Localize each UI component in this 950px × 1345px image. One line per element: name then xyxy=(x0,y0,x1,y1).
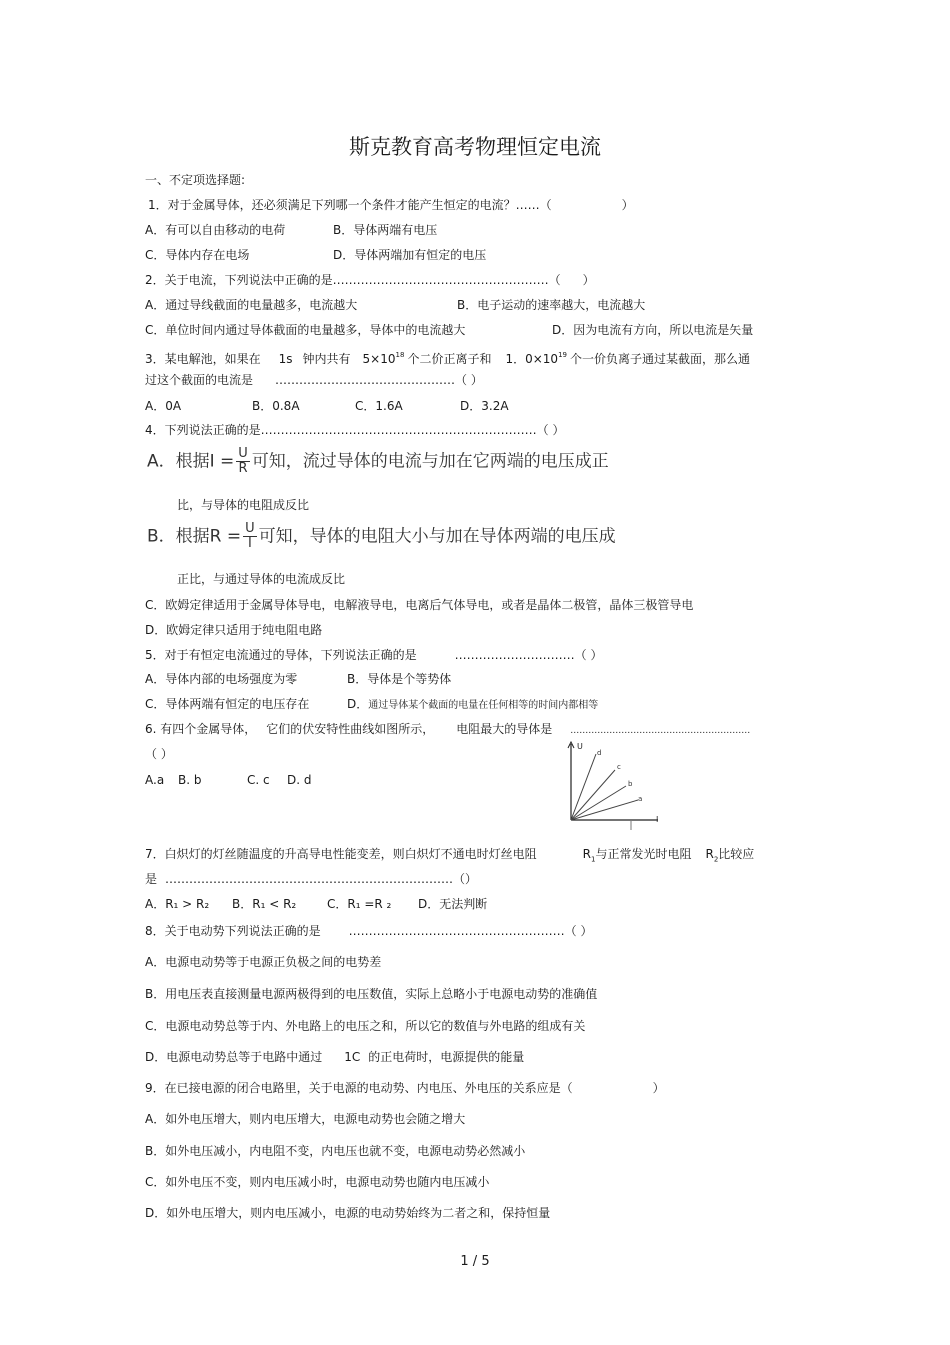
line-b xyxy=(571,786,626,820)
q4-option-a-cont: 比，与导体的电阻成反比 xyxy=(177,498,310,512)
q4-option-a: A．根据I = $\frac{U}{R}$ 可知，流过导体的电流与加在它两端的电压成正 xyxy=(147,446,609,476)
q4-option-b-cont: 正比，与通过导体的电流成反比 xyxy=(177,572,346,586)
q3-option-a: A．0A xyxy=(145,399,182,413)
iv-characteristic-graph xyxy=(560,738,670,838)
q7-option-d: D．无法判断 xyxy=(418,897,488,911)
q5-option-d: D．通过导体某个截面的电量在任何相等的时间内都相等 xyxy=(347,697,599,711)
x-axis-label: I xyxy=(656,815,659,824)
q1-option-b: B．导体两端有电压 xyxy=(333,223,438,237)
fraction-u-over-r: $\frac{U}{R}$ xyxy=(238,446,248,476)
q8-option-b: B．用电压表直接测量电源两极得到的电压数值，实际上总略小于电源电动势的准确值 xyxy=(145,987,598,1001)
q3-option-c: C．1.6A xyxy=(355,399,403,413)
q2-option-b: B．电子运动的速率越大，电流越大 xyxy=(457,298,646,312)
q7-stem-line2: 是 ………………………………………………………………（） xyxy=(145,872,478,886)
q1-option-c: C．导体内存在电场 xyxy=(145,248,250,262)
q5-option-c: C．导体两端有恒定的电压存在 xyxy=(145,697,310,711)
q5-stem: 5．对于有恒定电流通过的导体，下列说法正确的是 …………………………（ ） xyxy=(145,648,603,662)
q6-option-a: A.a xyxy=(145,773,165,787)
y-axis-label: U xyxy=(577,742,583,751)
q8-option-d: D．电源电动势总等于电路中通过 1C 的正电荷时，电源提供的能量 xyxy=(145,1050,525,1064)
q6-stem: 6. 有四个金属导体， 它们的伏安特性曲线如图所示， 电阻最大的导体是 …………………………………………………… xyxy=(145,722,751,736)
q4-option-c: C．欧姆定律适用于金属导体导电，电解液导电，电离后气体导电，或者是晶体二极管，晶体三极管导电 xyxy=(145,598,694,612)
q2-option-d: D．因为电流有方向，所以电流是矢量 xyxy=(552,323,754,337)
q3-option-d: D．3.2A xyxy=(460,399,509,413)
q8-option-c: C．电源电动势总等于内、外电路上的电压之和，所以它的数值与外电路的组成有关 xyxy=(145,1019,586,1033)
q4-stem: 4．下列说法正确的是……………………………………………………………（ ） xyxy=(145,423,565,437)
line-a xyxy=(571,800,638,820)
q3-option-b: B．0.8A xyxy=(252,399,300,413)
q7-stem: 7．白炽灯的灯丝随温度的升高导电性能变差，则白炽灯不通电时灯丝电阻 $R_1$与正常发光时电阻 $R_2$比较应 xyxy=(145,847,755,864)
page-title: 斯克教育高考物理恒定电流 xyxy=(349,135,601,159)
q1-stem: 1．对于金属导体，还必须满足下列哪一个条件才能产生恒定的电流？……（ ） xyxy=(148,198,634,212)
label-b: b xyxy=(628,780,633,788)
q9-stem: 9．在已接电源的闭合电路里，关于电源的电动势、内电压、外电压的关系应是（ ） xyxy=(145,1081,665,1095)
line-c xyxy=(571,770,615,820)
q5-option-a: A．导体内部的电场强度为零 xyxy=(145,672,298,686)
q9-option-d: D．如外电压增大，则内电压减小，电源的电动势始终为二者之和，保持恒量 xyxy=(145,1206,551,1220)
q9-option-c: C．如外电压不变，则内电压减小时，电源电动势也随内电压减小 xyxy=(145,1175,490,1189)
q6-option-b: B. b xyxy=(178,773,202,787)
q6-option-c: C. c xyxy=(247,773,270,787)
q7-option-b: B．R₁ < R₂ xyxy=(232,897,297,911)
q1-option-a: A．有可以自由移动的电荷 xyxy=(145,223,286,237)
label-d: d xyxy=(597,749,602,757)
q3-stem-line2: 过这个截面的电流是 ………………………………………（ ） xyxy=(145,373,483,387)
q8-stem: 8．关于电动势下列说法正确的是 ………………………………………………（ ） xyxy=(145,924,593,938)
q4-option-d: D．欧姆定律只适用于纯电阻电路 xyxy=(145,623,323,637)
label-c: c xyxy=(617,763,621,771)
q9-option-a: A．如外电压增大，则内电压增大，电源电动势也会随之增大 xyxy=(145,1112,466,1126)
page-number: 1 / 5 xyxy=(460,1254,490,1269)
label-a: a xyxy=(638,795,643,803)
q2-option-a: A．通过导线截面的电量越多，电流越大 xyxy=(145,298,358,312)
q8-option-a: A．电源电动势等于电源正负极之间的电势差 xyxy=(145,955,382,969)
line-d xyxy=(571,754,596,820)
q6-paren: （ ） xyxy=(145,747,173,761)
q7-option-c: C．R₁ =R ₂ xyxy=(327,897,392,911)
section-heading: 一、不定项选择题: xyxy=(145,173,246,187)
fraction-u-over-i: $\frac{U}{I}$ xyxy=(245,521,255,551)
q1-option-d: D．导体两端加有恒定的电压 xyxy=(333,248,487,262)
q3-stem: 3．某电解池，如果在 1s 钟内共有 $5\times 10^{18}$ 个二价正离子和 1．$0\times 10^{19}$ 个一价负离子通过某截面，那么通 xyxy=(145,351,750,366)
q5-option-b: B．导体是个等势体 xyxy=(347,672,452,686)
q4-option-b: B．根据R = $\frac{U}{I}$ 可知，导体的电阻大小与加在导体两端的电压成 xyxy=(147,521,616,551)
q7-option-a: A．R₁ > R₂ xyxy=(145,897,210,911)
q9-option-b: B．如外电压减小，内电阻不变，内电压也就不变，电源电动势必然减小 xyxy=(145,1144,526,1158)
q2-option-c: C．单位时间内通过导体截面的电量越多，导体中的电流越大 xyxy=(145,323,466,337)
q6-option-d: D. d xyxy=(287,773,312,787)
q2-stem: 2．关于电流，下列说法中正确的是………………………………………………（ ） xyxy=(145,273,595,287)
